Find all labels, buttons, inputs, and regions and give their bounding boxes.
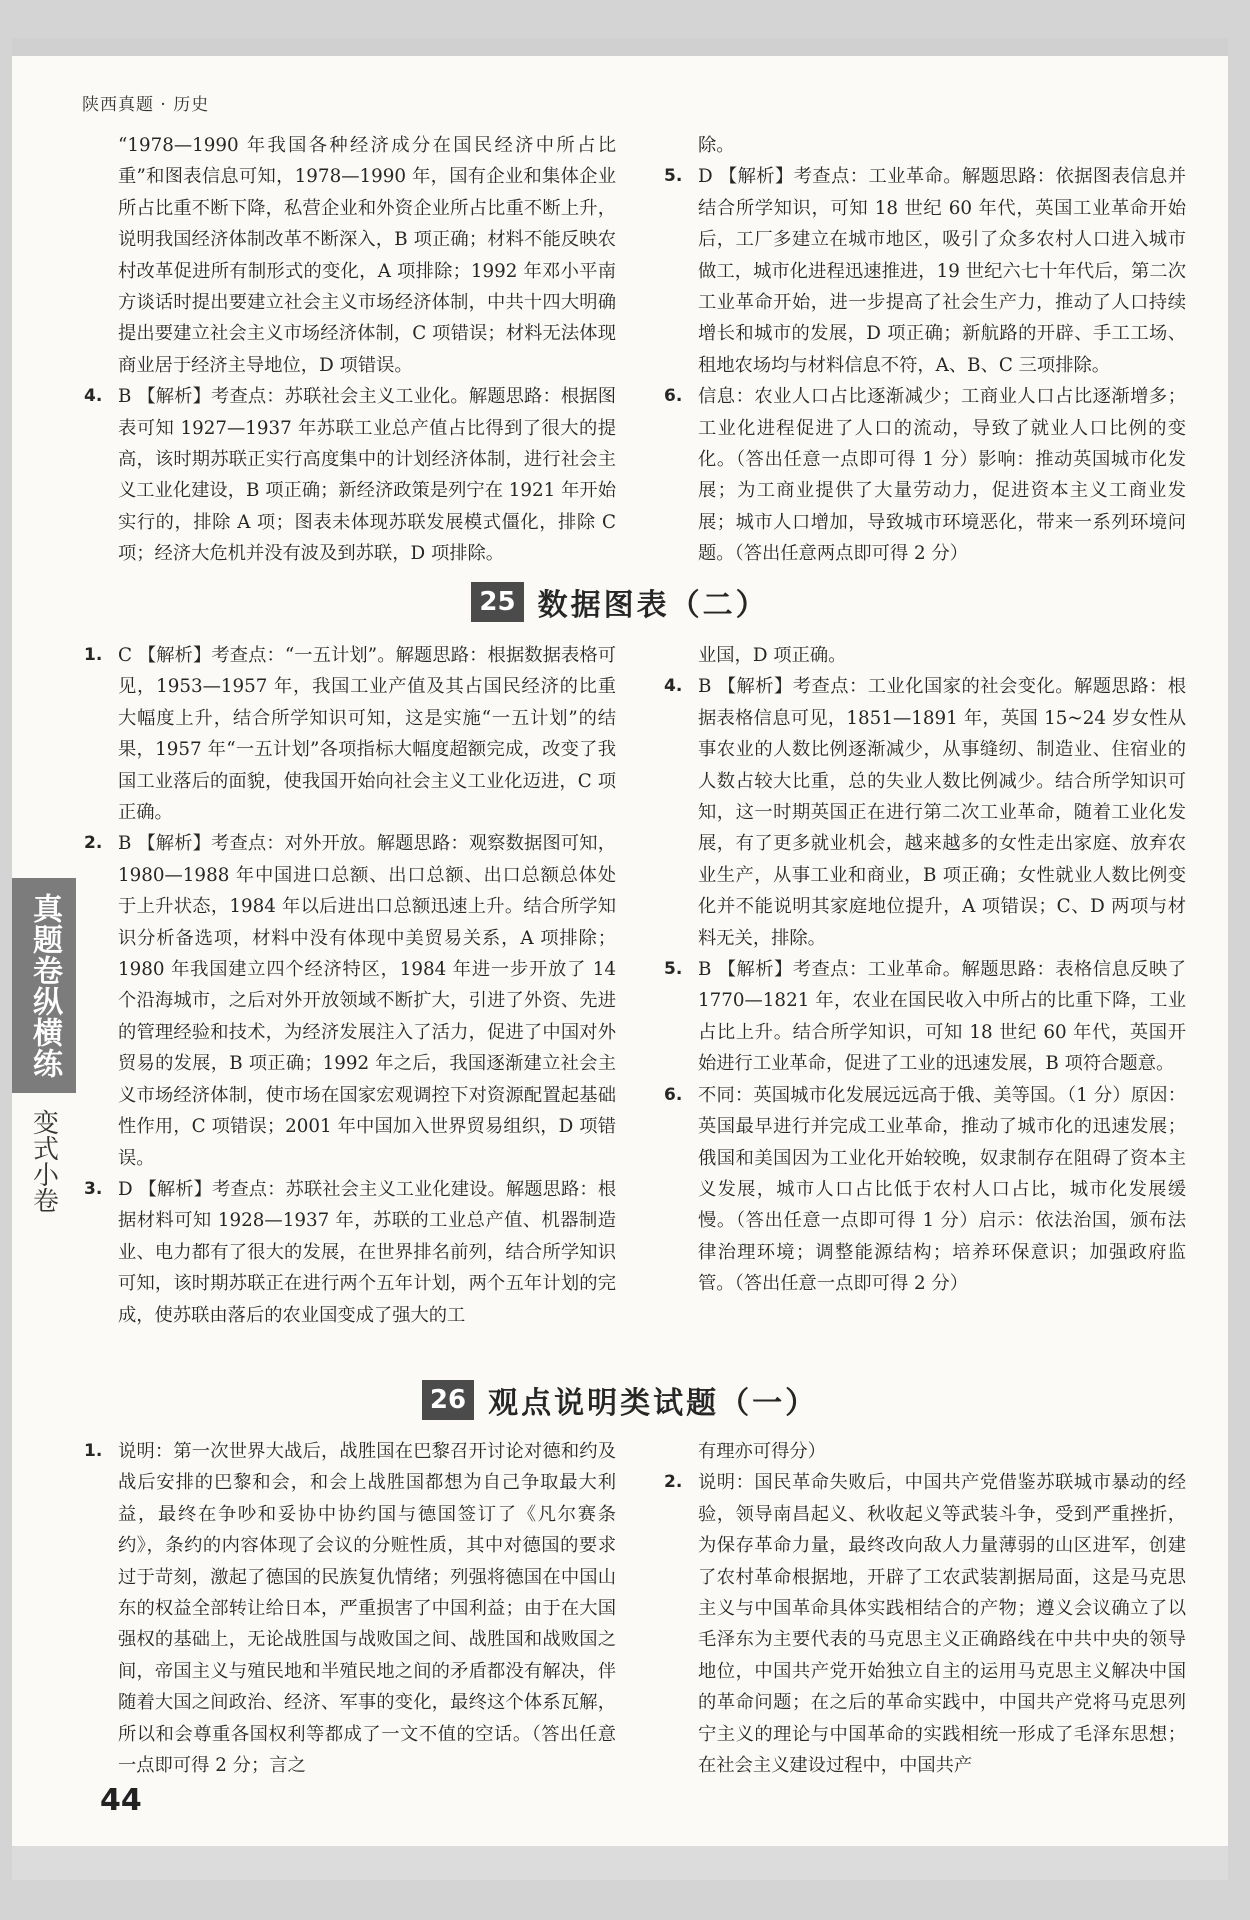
item-number: 1. — [84, 1441, 103, 1461]
item-text: B 【解析】考查点：对外开放。解题思路：观察数据图可知，1980—1988 年中国进口总额、出口总额、出口总额总体处于上升状态，1984 年以后进出口总额迅速上升。结合所学知识分析备选项，材料中没有体现中美贸易关系，A 项排除；1980 年我国建立四个经济特区，1984 年进一步开放了 14 个沿海城市，之后对外开放领域不断扩大，引进了外资、先进的管理经验和技术，为经济发展注入了活力，促进了中国对外贸易的发展，B 项正确；1992 年之后，我国逐渐建立社会主义市场经济体制，使市场在国家宏观调控下对资源配置起基础性作用，C 项错误；2001 年中国加入世界贸易组织，D 项错误。 — [118, 833, 616, 1169]
answer-item — [664, 1436, 1186, 1467]
item-number: 1. — [84, 645, 103, 665]
answer-item — [664, 381, 1186, 569]
section-number-badge: 25 — [471, 582, 523, 622]
item-number: 5. — [664, 166, 683, 187]
answer-item — [664, 161, 1186, 381]
item-text: B 【解析】考查点：苏联社会主义工业化。解题思路：根据图表可知 1927—1937 年苏联工业总产值占比得到了很大的提高，该时期苏联正实行高度集中的计划经济体制，进行社会主义工业化建设，B 项正确；新经济政策是列宁在 1921 年开始实行的，排除 A 项；图表未体现苏联发展模式僵化，排除 C 项；经济大危机并没有波及到苏联，D 项排除。 — [118, 386, 616, 565]
answer-item — [84, 828, 616, 1173]
item-text: 信息：农业人口占比逐渐减少；工商业人口占比逐渐增多；工业化进程促进了人口的流动，导致了就业人口比例的变化。（答出任意一点即可得 1 分）影响：推动英国城市化发展；为工商业提供了大量劳动力，促进资本主义工商业发展；城市人口增加，导致城市环境恶化，带来一系列环境问题。（答出任意两点即可得 2 分） — [698, 386, 1186, 565]
item-text: 业国，D 项正确。 — [698, 645, 847, 666]
page-number: 44 — [100, 1783, 142, 1818]
top-left-column — [84, 130, 616, 570]
section-26-right-column — [664, 1436, 1186, 1781]
section-25-left-column — [84, 640, 616, 1331]
answer-item — [664, 130, 1186, 161]
item-text: 说明：第一次世界大战后，战胜国在巴黎召开讨论对德和约及战后安排的巴黎和会，和会上战胜国都想为自己争取最大利益，最终在争吵和妥协中协约国与德国签订了《凡尔赛条约》，条约的内容体现了会议的分赃性质，其中对德国的要求过于苛刻，激起了德国的民族复仇情绪；列强将德国在中国山东的权益全部转让给日本，严重损害了中国利益；由于在大国强权的基础上，无论战胜国与战败国之间、战胜国和战败国之间，帝国主义与殖民地和半殖民地之间的矛盾都没有解决，伴随着大国之间政治、经济、军事的变化，最终这个体系瓦解，所以和会尊重各国权利等都成了一文不值的空话。（答出任意一点即可得 2 分；言之 — [118, 1441, 616, 1777]
answer-item — [84, 381, 616, 569]
item-text: 不同：英国城市化发展远远高于俄、美等国。（1 分）原因：英国最早进行并完成工业革命，推动了城市化的迅速发展；俄国和美国因为工业化开始较晚，奴隶制存在阻碍了资本主义发展，城市人口占比低于农村人口占比，城市化发展缓慢。（答出任意一点即可得 1 分）启示：依法治国，颁布法律治理环境；调整能源结构；培养环保意识；加强政府监管。（答出任意一点即可得 2 分） — [698, 1084, 1186, 1295]
answer-item — [664, 1467, 1186, 1781]
answer-item — [84, 1174, 616, 1331]
answer-item — [84, 640, 616, 828]
section-title: 数据图表（二） — [537, 588, 769, 623]
item-number: 4. — [84, 386, 103, 407]
item-text: B 【解析】考查点：工业革命。解题思路：表格信息反映了 1770—1821 年，农业在国民收入中所占的比重下降，工业占比上升。结合所学知识，可知 18 世纪 60 年代，英国开始进行工业革命，促进了工业的迅速发展，B 项符合题意。 — [698, 959, 1186, 1075]
answer-item — [664, 954, 1186, 1080]
item-number: 5. — [664, 959, 683, 980]
item-text: “1978—1990 年我国各种经济成分在国民经济中所占比重”和图表信息可知，1978—1990 年，国有企业和集体企业所占比重不断下降，私营企业和外资企业所占比重不断上升，说明我国经济体制改革不断深入，B 项正确；材料不能反映农村改革促进所有制形式的变化，A 项排除；1992 年邓小平南方谈话时提出要建立社会主义市场经济体制，中共十四大明确提出要建立社会主义市场经济体制，C 项错误；材料无法体现商业居于经济主导地位，D 项错误。 — [118, 135, 616, 376]
item-text: C 【解析】考查点：“一五计划”。解题思路：根据数据表格可见，1953—1957 年，我国工业产值及其占国民经济的比重大幅度上升，结合所学知识可知，这是实施“一五计划”的结果，1957 年“一五计划”各项指标大幅度超额完成，改变了我国工业落后的面貌，使我国开始向社会主义工业化迈进，C 项正确。 — [118, 645, 616, 824]
item-text: 除。 — [698, 135, 735, 156]
item-text: B 【解析】考查点：工业化国家的社会变化。解题思路：根据表格信息可见，1851—1891 年，英国 15~24 岁女性从事农业的人数比例逐渐减少，从事缝纫、制造业、住宿业的人数占较大比重，总的失业人数比例减少。结合所学知识可知，这一时期英国正在进行第二次工业革命，随着工业化发展，有了更多就业机会，越来越多的女性走出家庭、放弃农业生产，从事工业和商业，B 项正确；女性就业人数比例变化并不能说明其家庭地位提升，A 项错误；C、D 两项与材料无关，排除。 — [698, 676, 1186, 949]
answer-item — [84, 1436, 616, 1781]
answer-item — [664, 671, 1186, 954]
running-header: 陕西真题 · 历史 — [82, 95, 210, 115]
answer-item — [664, 1080, 1186, 1300]
item-number: 2. — [664, 1472, 683, 1493]
item-number: 3. — [84, 1178, 103, 1199]
section-number-badge: 26 — [422, 1380, 474, 1420]
section-heading-25 — [12, 580, 1228, 624]
top-scan-band — [12, 38, 1228, 56]
item-number: 4. — [664, 676, 683, 697]
item-number: 6. — [664, 386, 683, 407]
item-text: 有理亦可得分） — [698, 1441, 826, 1462]
side-tab-main: 真题卷纵横练 — [12, 878, 76, 1093]
item-text: D 【解析】考查点：工业革命。解题思路：依据图表信息并结合所学知识，可知 18 世纪 60 年代，英国工业革命开始后，工厂多建立在城市地区，吸引了众多农村人口进入城市做工，城市化进程迅速推进，19 世纪六七十年代后，第二次工业革命开始，进一步提高了社会生产力，推动了人口持续增长和城市的发展，D 项正确；新航路的开辟、手工工场、租地农场均与材料信息不符，A、B、C 三项排除。 — [698, 166, 1186, 376]
section-25-right-column — [664, 640, 1186, 1300]
answer-item — [664, 640, 1186, 671]
answer-item — [84, 130, 616, 381]
section-heading-26 — [12, 1378, 1228, 1422]
top-right-column — [664, 130, 1186, 570]
section-26-left-column — [84, 1436, 616, 1781]
side-tab-sub: 变式小卷 — [28, 1109, 59, 1213]
item-number: 6. — [664, 1084, 683, 1105]
bottom-scan-band — [12, 1846, 1228, 1880]
section-title: 观点说明类试题（一） — [488, 1386, 819, 1421]
item-text: 说明：国民革命失败后，中国共产党借鉴苏联城市暴动的经验，领导南昌起义、秋收起义等武装斗争，受到严重挫折，为保存革命力量，最终改向敌人力量薄弱的山区进军，创建了农村革命根据地，开辟了工农武装割据局面，这是马克思主义与中国革命具体实践相结合的产物；遵义会议确立了以毛泽东为主要代表的马克思主义正确路线在中共中央的领导地位，中国共产党开始独立自主的运用马克思主义解决中国的革命问题；在之后的革命实践中，中国共产党将马克思列宁主义的理论与中国革命的实践相统一形成了毛泽东思想；在社会主义建设过程中，中国共产 — [698, 1472, 1186, 1777]
page — [12, 38, 1228, 1880]
item-number: 2. — [84, 833, 103, 854]
item-text: D 【解析】考查点：苏联社会主义工业化建设。解题思路：根据材料可知 1928—1937 年，苏联的工业总产值、机器制造业、电力都有了很大的发展，在世界排名前列，结合所学知识可知，该时期苏联正在进行两个五年计划，两个五年计划的完成，使苏联由落后的农业国变成了强大的工 — [118, 1178, 616, 1326]
